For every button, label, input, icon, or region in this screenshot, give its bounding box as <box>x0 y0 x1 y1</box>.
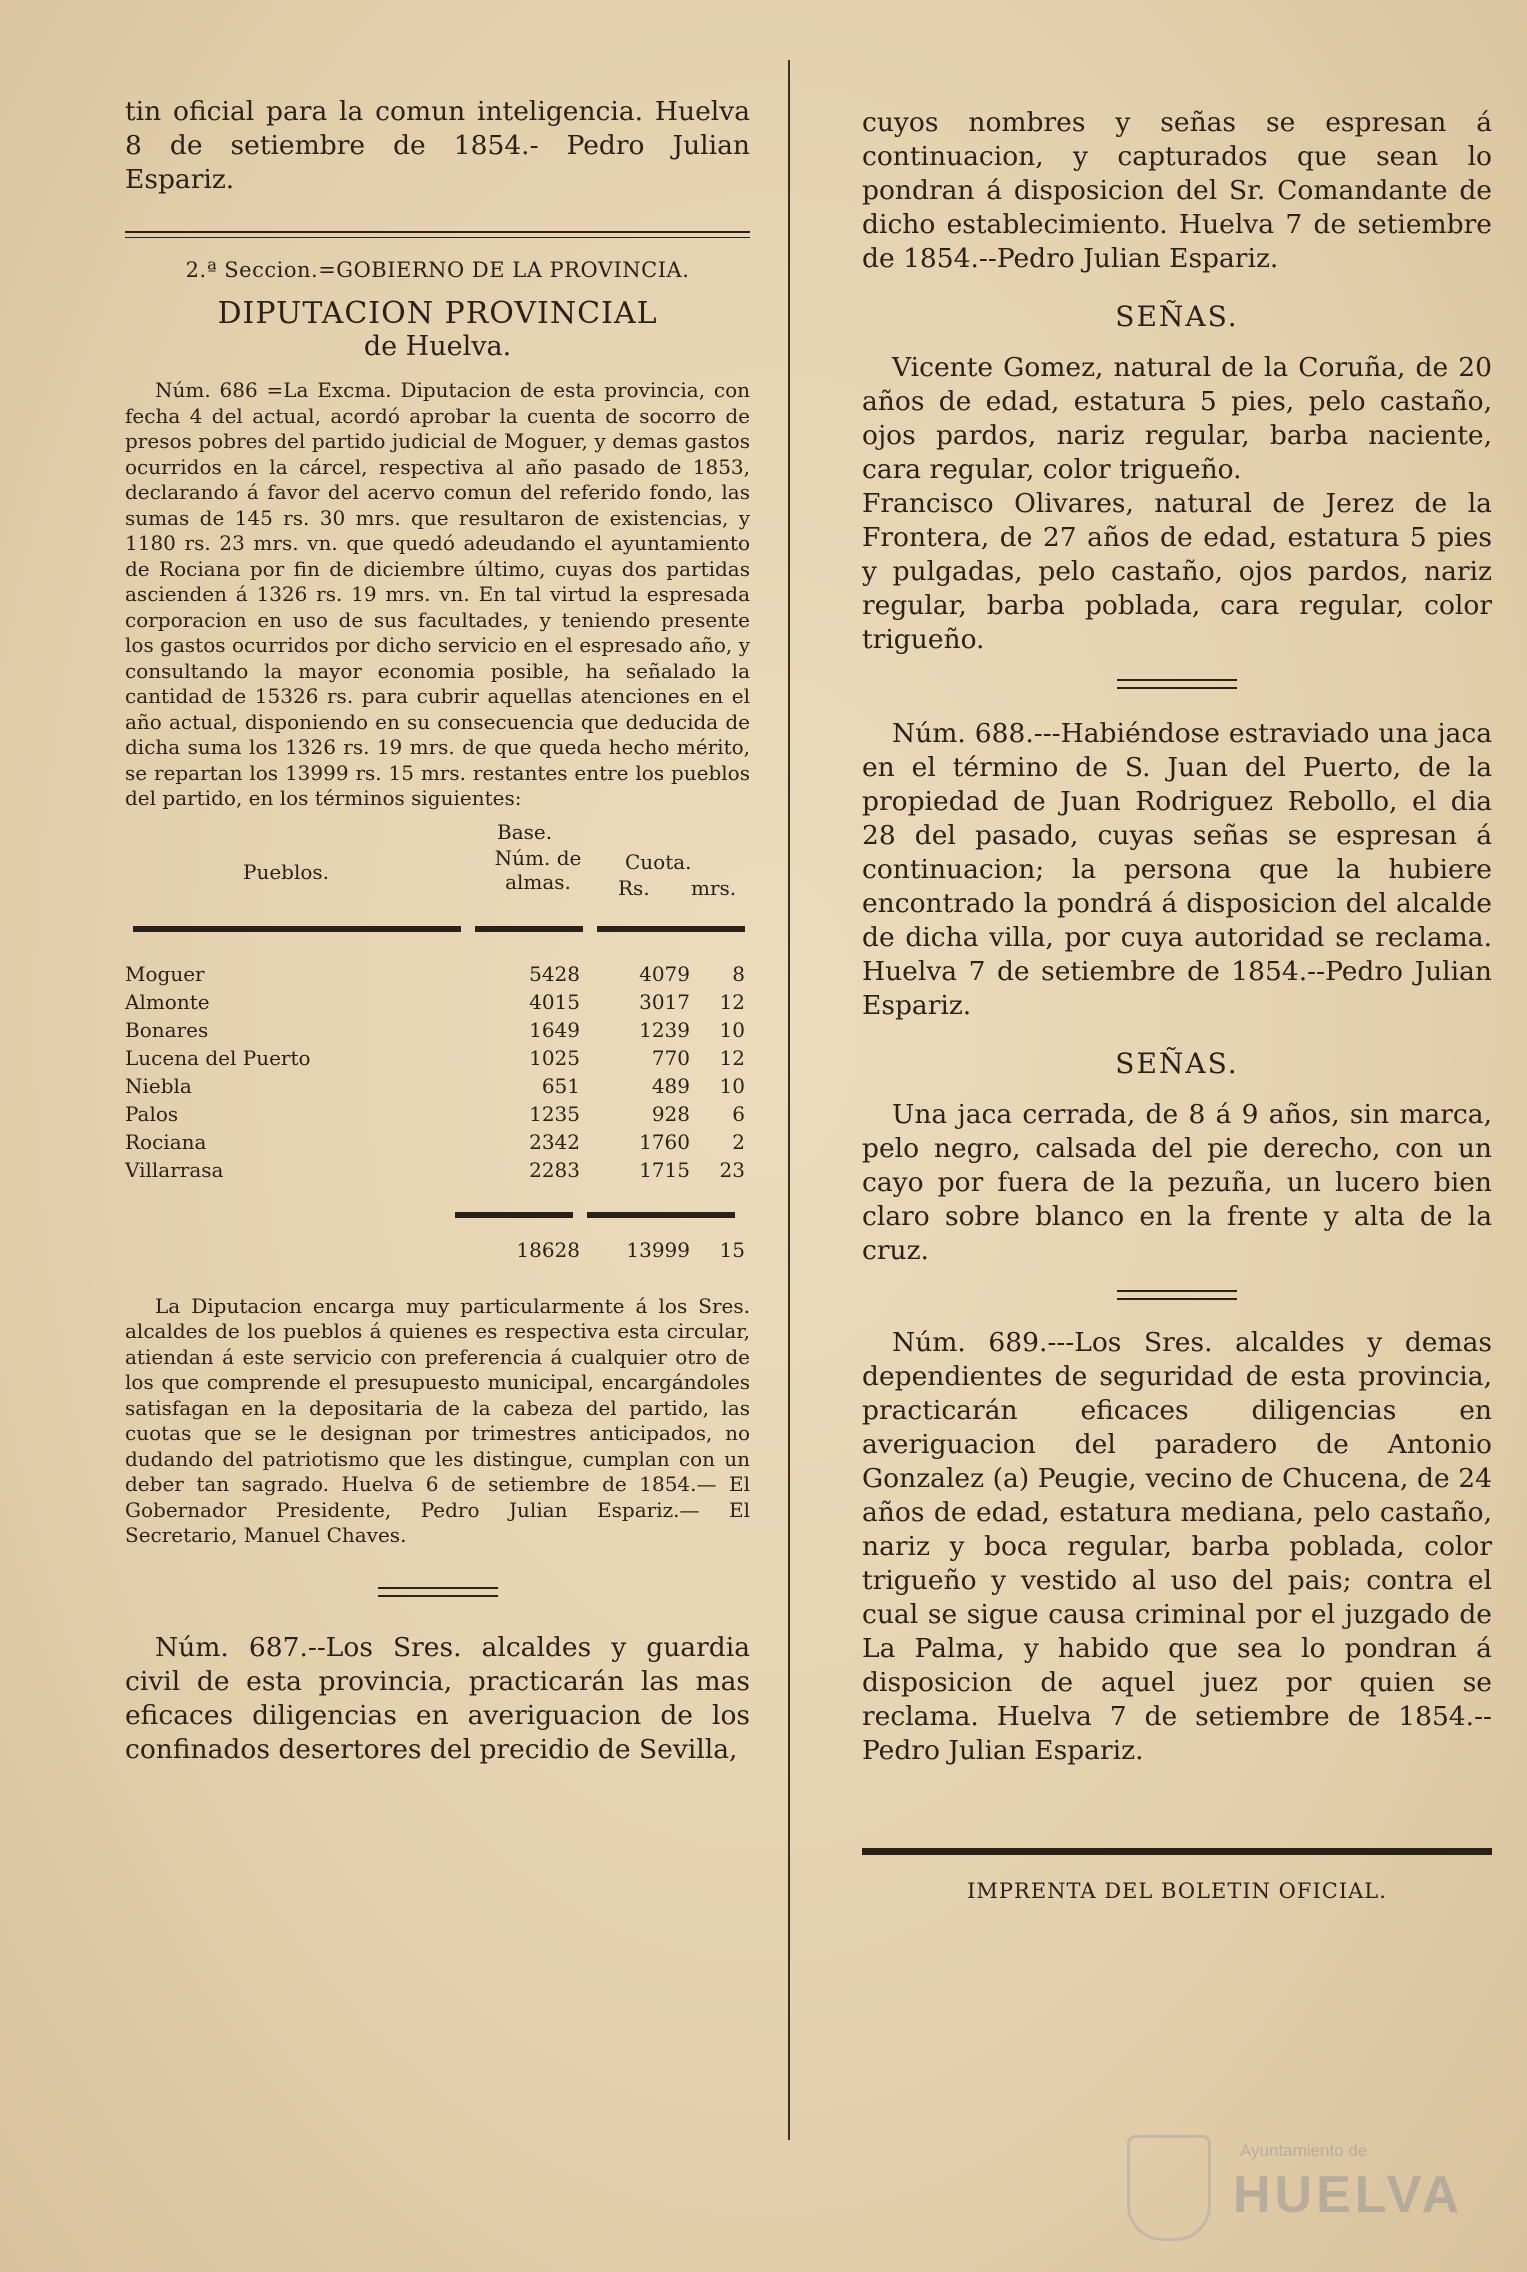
table-row <box>125 1156 745 1184</box>
town-almas: 1025 <box>529 1045 580 1070</box>
header-mrs: mrs. <box>691 875 737 900</box>
table-header <box>125 812 750 922</box>
desc-jaca: Una jaca cerrada, de 8 á 9 años, sin marca, pelo negro, calsada del pie derecho, con un cayo por fuera de la pezuña, un lucero bien claro sobre blanco en la frente y alta de la cruz. <box>862 1099 1492 1266</box>
article-688: Núm. 688.---Habiéndose estraviado una jaca en el término de S. Juan del Puerto, de la propiedad de Juan Rodriguez Rebollo, el dia 28 del pasado, cuyas señas se espresan á continuacion; la persona que la hubiere encontrado la pondrá á disposicion del alcalde de dicha villa, por cuya autoridad se reclama. Huelva 7 de setiembre de 1854.--Pedro Julian Espariz. <box>862 718 1492 1021</box>
town-name: Lucena del Puerto <box>125 1045 311 1070</box>
town-almas: 4015 <box>529 989 580 1014</box>
town-cuota-rs: 489 <box>651 1073 690 1098</box>
table-header-rule <box>125 922 750 938</box>
section-rule <box>125 231 750 238</box>
town-name: Moguer <box>125 961 205 986</box>
senas-heading-1: SEÑAS. <box>1115 300 1239 333</box>
header-cuota: Cuota. <box>625 849 692 874</box>
town-name: Almonte <box>125 989 210 1014</box>
right-column <box>862 106 1492 1903</box>
article-686: Núm. 686 =La Excma. Diputacion de esta provincia, con fecha 4 del actual, acordó aprobar la cuenta de socorro de presos pobres del partido judicial de Moguer, y demas gastos ocurridos en la cárcel, respectiva al año pasado de 1853, declarando á favor del acervo comun del referido fondo, las sumas de 145 rs. 30 mrs. que resultaron de existencias, y 1180 rs. 23 mrs. vn. que quedó adeudando el ayuntamiento de Rociana por fin de diciembre último, cuyas dos partidas ascienden á 1326 rs. 19 mrs. vn. En tal virtud la espresada corporacion en uso de sus facultades, y teniendo presente los gastos ocurridos por dicho servicio en el espresado año, y consultando la mayor economia posible, ha señalado la cantidad de 15326 rs. para cubrir aquellas atenciones en el año actual, disponiendo en su consecuencia que deducida de dicha suma los 1326 rs. 19 mrs. de que queda hecho mérito, se repartan los 13999 rs. 15 mrs. restantes entre los pueblos del partido, en los términos siguientes: <box>125 378 750 810</box>
town-almas: 2342 <box>529 1129 580 1154</box>
table-row <box>125 1128 745 1156</box>
town-almas: 2283 <box>529 1157 580 1182</box>
left-column <box>125 95 750 1767</box>
total-mrs: 15 <box>719 1237 745 1262</box>
town-cuota-mrs: 12 <box>719 1045 745 1070</box>
table-row <box>125 988 745 1016</box>
footer-rule <box>862 1848 1492 1855</box>
town-almas: 651 <box>541 1073 580 1098</box>
town-cuota-mrs: 6 <box>732 1101 745 1126</box>
town-cuota-mrs: 12 <box>719 989 745 1014</box>
town-cuota-rs: 1760 <box>639 1129 690 1154</box>
table-row <box>125 960 745 988</box>
total-almas: 18628 <box>516 1237 580 1262</box>
town-cuota-rs: 4079 <box>639 961 690 986</box>
town-cuota-mrs: 10 <box>719 1073 745 1098</box>
town-cuota-rs: 1239 <box>639 1017 690 1042</box>
town-cuota-rs: 770 <box>651 1045 690 1070</box>
diputacion-title: DIPUTACION PROVINCIAL <box>217 296 658 331</box>
desc-vicente: Vicente Gomez, natural de la Coruña, de 20 años de edad, estatura 5 pies, pelo castaño, ojos pardos, nariz regular, barba naciente, cara regular, color trigueño. <box>862 352 1492 485</box>
table-row <box>125 1016 745 1044</box>
town-name: Villarrasa <box>125 1157 224 1182</box>
senas-heading-2: SEÑAS. <box>1115 1047 1239 1080</box>
intro-paragraph: tin oficial para la comun inteligencia. Huelva 8 de setiembre de 1854.- Pedro Julian Espariz. <box>125 96 750 195</box>
watermark-line1: Ayuntamiento de <box>1240 2141 1368 2160</box>
header-pueblos: Pueblos. <box>243 859 330 884</box>
section-heading: 2.ª Seccion.=GOBIERNO DE LA PROVINCIA. <box>185 258 690 282</box>
imprenta-footer: IMPRENTA DEL BOLETIN OFICIAL. <box>967 1879 1387 1903</box>
diputacion-subtitle: de Huelva. <box>363 331 512 362</box>
ornament-divider <box>1117 1290 1237 1300</box>
town-cuota-mrs: 23 <box>719 1157 745 1182</box>
header-base: Base. <box>497 819 553 844</box>
table-row <box>125 1072 745 1100</box>
town-cuota-rs: 3017 <box>639 989 690 1014</box>
header-num-almas: Núm. de almas. <box>494 845 582 894</box>
town-cuota-rs: 1715 <box>639 1157 690 1182</box>
ornament-divider <box>378 1587 498 1597</box>
article-687: Núm. 687.--Los Sres. alcaldes y guardia civil de esta provincia, practicarán las mas eficaces diligencias en averiguacion de los confinados desertores del precidio de Sevilla, <box>125 1631 750 1765</box>
table-row <box>125 1100 745 1128</box>
town-almas: 1235 <box>529 1101 580 1126</box>
town-name: Palos <box>125 1101 179 1126</box>
town-cuota-mrs: 10 <box>719 1017 745 1042</box>
town-name: Rociana <box>125 1129 207 1154</box>
town-almas: 5428 <box>529 961 580 986</box>
ayuntamiento-emblem-icon <box>1127 2135 1211 2241</box>
totals-row <box>125 1236 745 1264</box>
header-rs: Rs. <box>618 875 650 900</box>
town-name: Niebla <box>125 1073 192 1098</box>
article-689: Núm. 689.---Los Sres. alcaldes y demas dependientes de seguridad de esta provincia, practicarán eficaces diligencias en averiguacion del paradero de Antonio Gonzalez (a) Peugie, vecino de Chucena, de 24 años de edad, estatura mediana, pelo castaño, nariz y boca regular, barba poblada, color trigueño y vestido al uso del pais; contra el cual se sigue causa criminal por el juzgado de La Palma, y habido que sea lo pondran á disposicion de aquel juez por quien se reclama. Huelva 7 de setiembre de 1854.--Pedro Julian Espariz. <box>862 1327 1492 1766</box>
towns-table <box>125 960 745 1184</box>
continuation-paragraph: cuyos nombres y señas se espresan á continuacion, y capturados que sean lo pondran á disposicion del Sr. Comandante de dicho establecimiento. Huelva 7 de setiembre de 1854.--Pedro Julian Espariz. <box>862 107 1492 274</box>
table-total-rule <box>125 1208 750 1224</box>
column-divider <box>788 60 790 2140</box>
town-cuota-mrs: 2 <box>732 1129 745 1154</box>
table-row <box>125 1044 745 1072</box>
town-name: Bonares <box>125 1017 209 1042</box>
town-cuota-mrs: 8 <box>732 961 745 986</box>
ayuntamiento-watermark <box>1115 2125 1475 2245</box>
total-rs: 13999 <box>626 1237 690 1262</box>
closing-paragraph: La Diputacion encarga muy particularmente á los Sres. alcaldes de los pueblos á quienes es respectiva esta circular, atiendan á este servicio con preferencia á cualquier otro de los que comprende el presupuesto municipal, encargándoles satisfagan en la depositaria de la cabeza del partido, las cuotas que se le designan por trimestres anticipados, no dudando del patriotismo que les distingue, cumplan con un deber tan sagrado. Huelva 6 de setiembre de 1854.— El Gobernador Presidente, Pedro Julian Espariz.— El Secretario, Manuel Chaves. <box>125 1293 750 1547</box>
town-cuota-rs: 928 <box>651 1101 690 1126</box>
ornament-divider <box>1117 679 1237 689</box>
desc-francisco: Francisco Olivares, natural de Jerez de la Frontera, de 27 años de edad, estatura 5 pies y pulgadas, pelo castaño, ojos pardos, nariz regular, barba poblada, cara regular, color trigueño. <box>862 488 1492 655</box>
town-almas: 1649 <box>529 1017 580 1042</box>
watermark-line2: HUELVA <box>1233 2166 1464 2224</box>
